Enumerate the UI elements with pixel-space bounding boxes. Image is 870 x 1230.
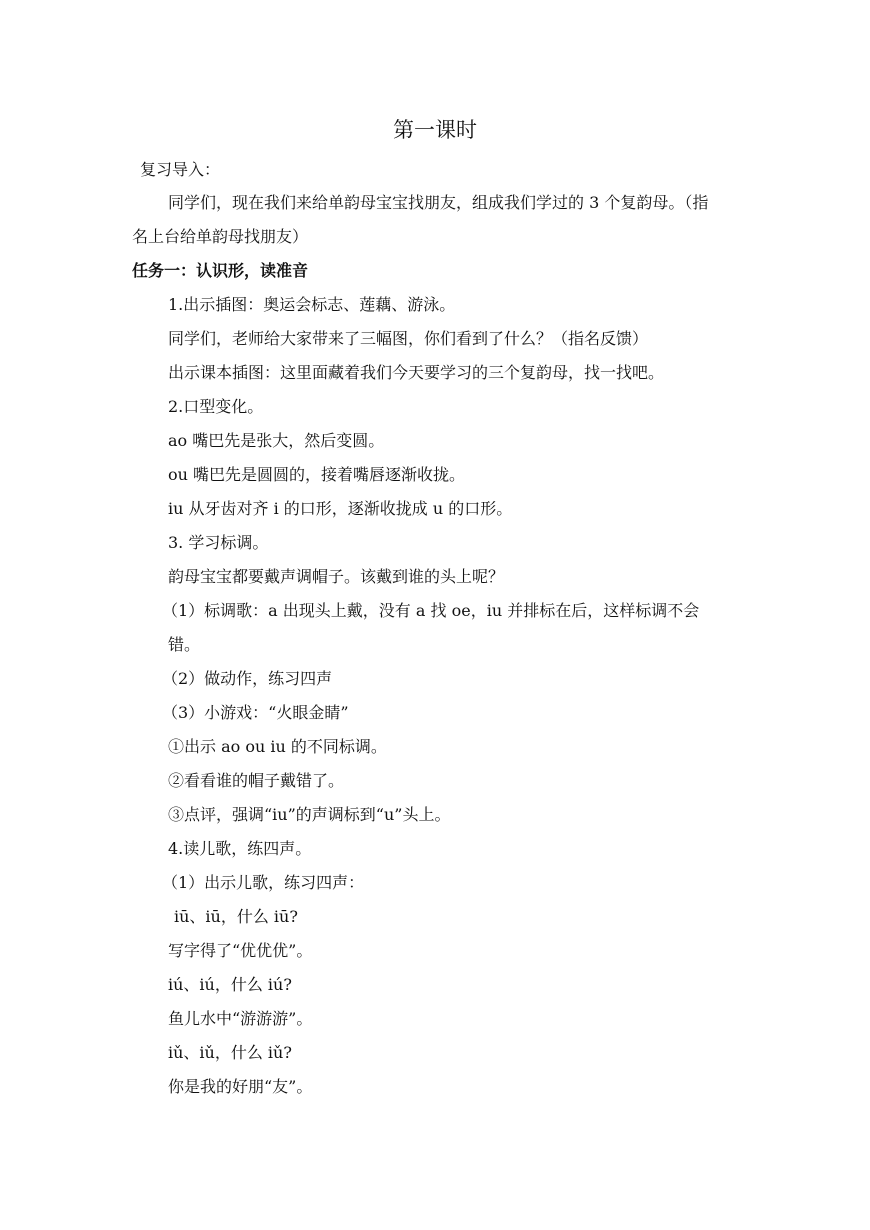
step-one: 1.出示插图：奥运会标志、莲藕、游泳。 [168,295,456,314]
poem-line: iú、iú，什么 iú? [168,975,292,994]
poem-line: 你是我的好朋“友”。 [168,1077,313,1096]
paragraph-line: （3）小游戏：“火眼金睛” [162,703,349,722]
step-four: 4.读儿歌，练四声。 [168,839,312,858]
paragraph-line: ③点评，强调“iu”的声调标到“u”头上。 [168,805,451,824]
paragraph-line: ①出示 ao ou iu 的不同标调。 [168,737,387,756]
page-title: 第一课时 [393,118,477,142]
paragraph-line: 出示课本插图：这里面藏着我们今天要学习的三个复韵母，找一找吧。 [168,363,665,382]
paragraph-line: 名上台给单韵母找朋友） [132,227,309,246]
step-three: 3. 学习标调。 [168,533,269,552]
task-one-heading: 任务一：认识形，读准音 [132,261,309,280]
paragraph-line: 韵母宝宝都要戴声调帽子。该戴到谁的头上呢？ [168,567,505,586]
paragraph-line: iu 从牙齿对齐 i 的口形，逐渐收拢成 u 的口形。 [168,499,513,518]
paragraph-line: ②看看谁的帽子戴错了。 [168,771,345,790]
paragraph-line: （2）做动作，练习四声 [162,669,333,688]
paragraph-line: 错。 [168,635,201,654]
poem-line: 鱼儿水中“游游游”。 [168,1009,313,1028]
section-review-intro: 复习导入： [140,160,221,179]
poem-line: iǔ、iǔ，什么 iǔ? [168,1043,292,1062]
paragraph-line: （1）出示儿歌，练习四声： [162,873,365,892]
paragraph-line: （1）标调歌：a 出现头上戴，没有 a 找 oe，iu 并排标在后，这样标调不会 [162,601,700,620]
paragraph-line: 同学们，老师给大家带来了三幅图，你们看到了什么？（指名反馈） [168,329,649,348]
step-two: 2.口型变化。 [168,397,264,416]
paragraph-line: ou 嘴巴先是圆圆的，接着嘴唇逐渐收拢。 [168,465,466,484]
paragraph-line: 同学们，现在我们来给单韵母宝宝找朋友，组成我们学过的 3 个复韵母。（指 [168,193,709,212]
poem-line: 写字得了“优优优”。 [168,941,313,960]
paragraph-line: ao 嘴巴先是张大，然后变圆。 [168,431,385,450]
poem-line: iū、iū，什么 iū? [174,907,298,926]
